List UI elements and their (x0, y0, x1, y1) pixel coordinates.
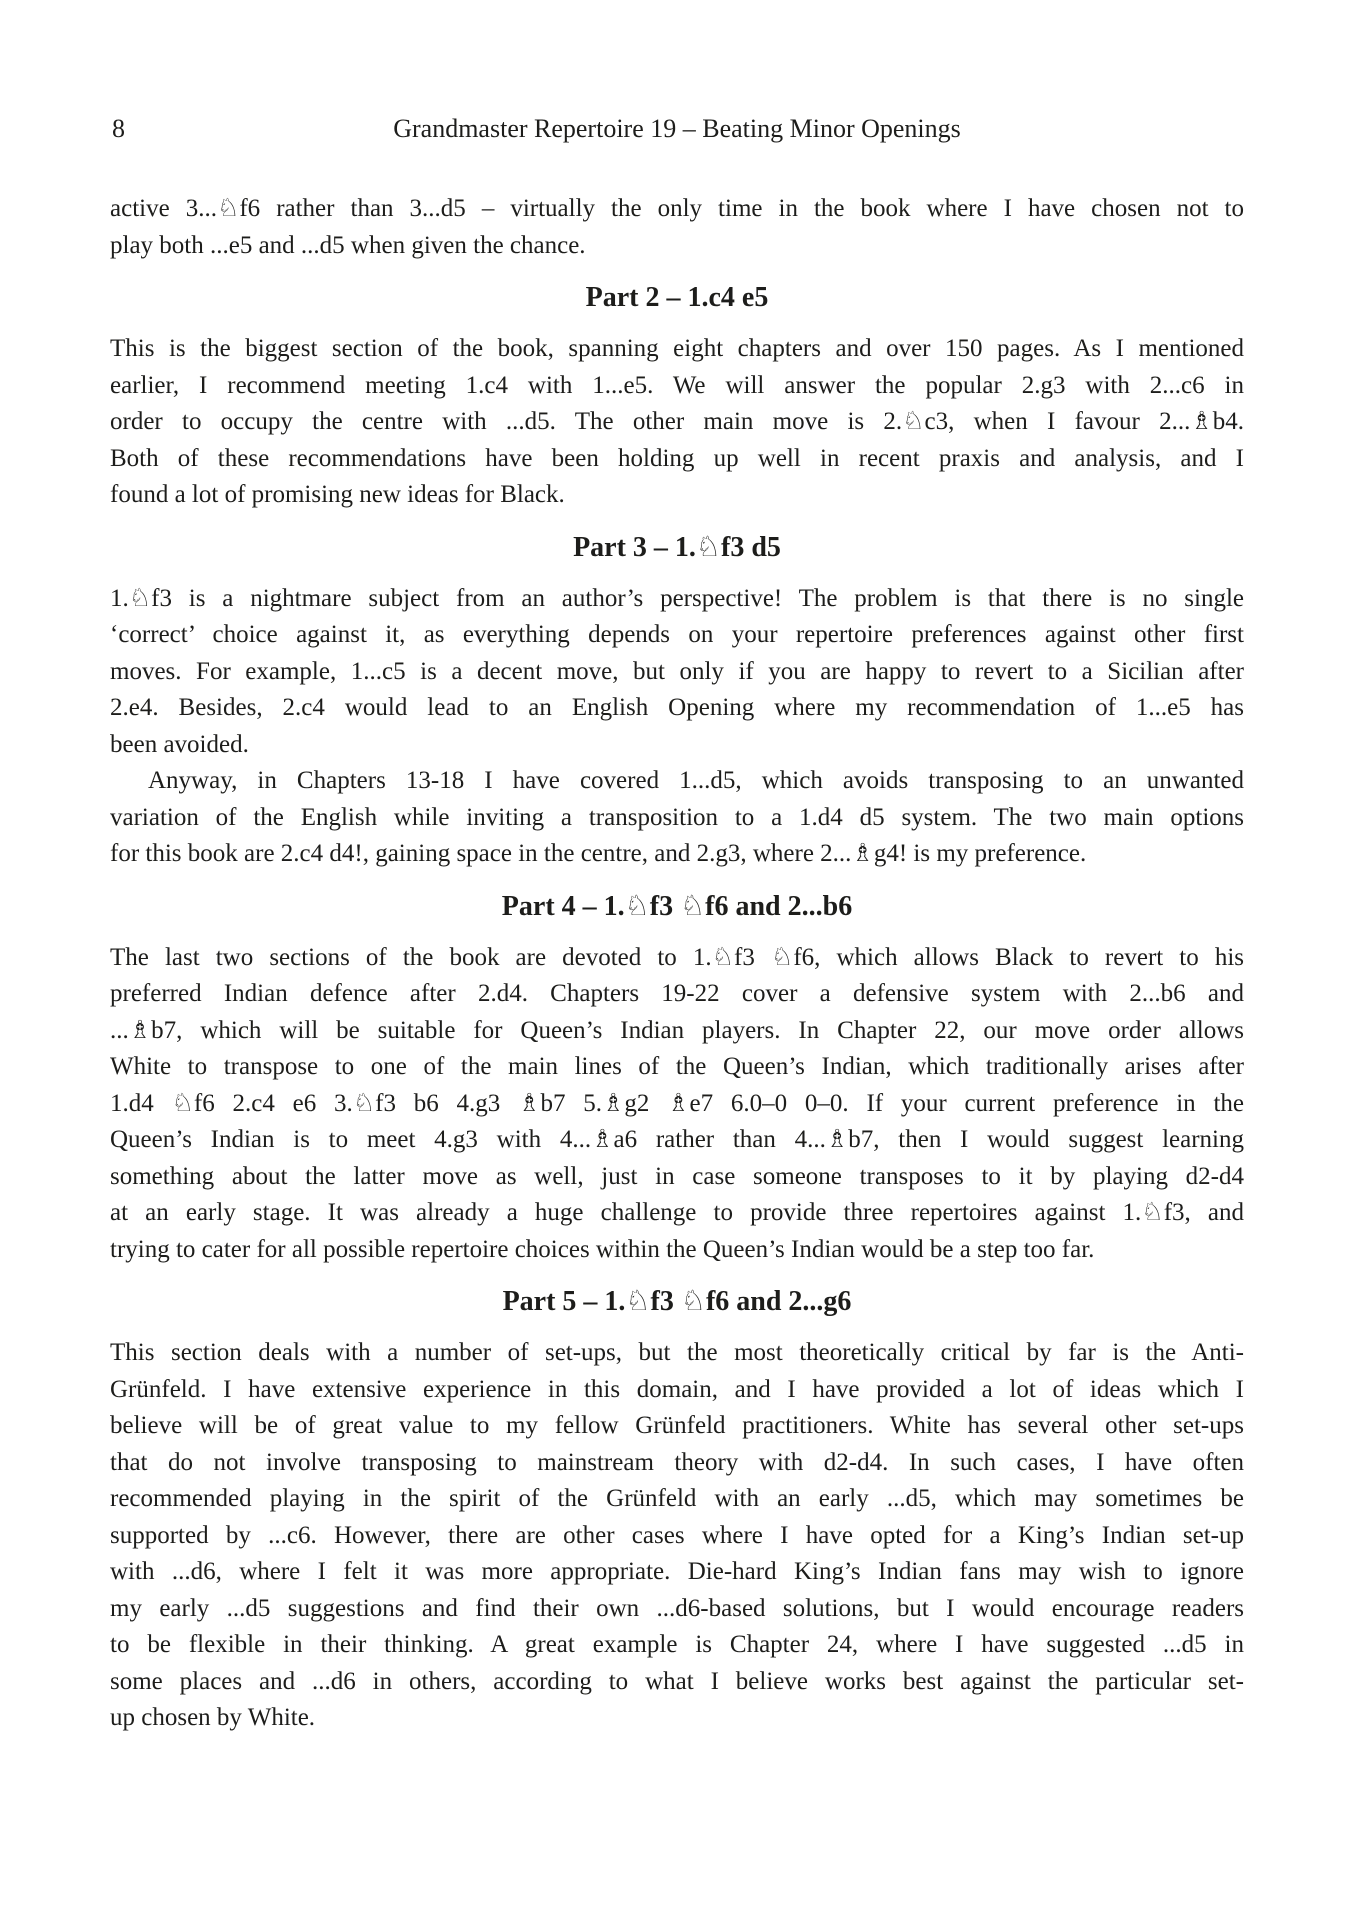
section-part-5 (110, 1283, 1244, 1737)
text-line: recommended playing in the spirit of the Grünfeld with an early ...d5, which may sometimes be (110, 1485, 1244, 1512)
text-line: at an early stage. It was already a huge challenge to provide three repertoires against 1.♘f3, and (110, 1199, 1244, 1226)
section-intro (110, 191, 1244, 264)
running-head-row (110, 114, 1244, 144)
section-part-3 (110, 529, 1244, 873)
text-line: for this book are 2.c4 d4!, gaining space in the centre, and 2.g3, where 2...♗g4! is my preference. (110, 840, 1087, 867)
paragraph (110, 331, 1244, 514)
text-line: Queen’s Indian is to meet 4.g3 with 4...♗a6 rather than 4...♗b7, then I would suggest learning (110, 1126, 1244, 1153)
text-line: some places and ...d6 in others, according to what I believe works best against the particular set- (110, 1667, 1244, 1695)
text-line: trying to cater for all possible repertoire choices within the Queen’s Indian would be a step too far. (110, 1235, 1095, 1263)
section-heading: Part 3 – 1.♘f3 d5 (573, 531, 781, 563)
text-line: This is the biggest section of the book, spanning eight chapters and over 150 pages. As I mentioned (110, 335, 1244, 362)
paragraph (110, 1335, 1244, 1737)
running-header: Grandmaster Repertoire 19 – Beating Minor Openings (393, 114, 961, 143)
text-line: ‘correct’ choice against it, as everything depends on your repertoire preferences against other first (110, 621, 1244, 648)
section-heading: Part 4 – 1.♘f3 ♘f6 and 2...b6 (501, 890, 853, 922)
paragraph (110, 940, 1244, 1269)
text-line: believe will be of great value to my fellow Grünfeld practitioners. White has several other set-ups (110, 1412, 1244, 1439)
text-line: Grünfeld. I have extensive experience in this domain, and I have provided a lot of ideas which I (110, 1375, 1244, 1403)
text-line: supported by ...c6. However, there are other cases where I have opted for a King’s Indian set-up (110, 1521, 1244, 1549)
text-line: to be flexible in their thinking. A great example is Chapter 24, where I have suggested ...d5 in (110, 1631, 1244, 1658)
text-line: something about the latter move as well, just in case someone transposes to it by playing d2-d4 (110, 1162, 1244, 1190)
section-heading: Part 5 – 1.♘f3 ♘f6 and 2...g6 (502, 1286, 852, 1317)
text-line: my early ...d5 suggestions and find their own ...d6-based solutions, but I would encourage readers (110, 1594, 1244, 1622)
text-line: order to occupy the centre with ...d5. The other main move is 2.♘c3, when I favour 2...♗b4. (110, 408, 1244, 435)
paragraph (110, 763, 1244, 873)
text-line: earlier, I recommend meeting 1.c4 with 1...e5. We will answer the popular 2.g3 with 2...c6 in (110, 371, 1244, 399)
text-line: ...♗b7, which will be suitable for Queen’s Indian players. In Chapter 22, our move order allows (110, 1016, 1244, 1044)
text-line: Both of these recommendations have been holding up well in recent praxis and analysis, and I (110, 444, 1244, 472)
text-line: active 3...♘f6 rather than 3...d5 – virtually the only time in the book where I have chosen not to (110, 195, 1244, 222)
text-line: that do not involve transposing to mainstream theory with d2-d4. In such cases, I have often (110, 1448, 1244, 1476)
text-line: 2.e4. Besides, 2.c4 would lead to an English Opening where my recommendation of 1...e5 has (110, 694, 1244, 721)
page-body (110, 191, 1244, 1737)
text-line: preferred Indian defence after 2.d4. Chapters 19-22 cover a defensive system with 2...b6 and (110, 980, 1244, 1007)
text-line: variation of the English while inviting a transposition to a 1.d4 d5 system. The two main options (110, 803, 1244, 831)
page-number: 8 (112, 114, 125, 143)
text-line: 1.♘f3 is a nightmare subject from an author’s perspective! The problem is that there is no single (110, 584, 1244, 612)
section-part-2 (110, 279, 1244, 514)
text-line: moves. For example, 1...c5 is a decent move, but only if you are happy to revert to a Sicilian after (110, 657, 1244, 685)
text-line: up chosen by White. (110, 1704, 316, 1731)
text-line: with ...d6, where I felt it was more appropriate. Die-hard King’s Indian fans may wish to ignore (110, 1558, 1244, 1585)
text-line: been avoided. (110, 730, 249, 758)
text-line: 1.d4 ♘f6 2.c4 e6 3.♘f3 b6 4.g3 ♗b7 5.♗g2 ♗e7 6.0–0 0–0. If your current preference in the (110, 1089, 1244, 1117)
text-line: The last two sections of the book are devoted to 1.♘f3 ♘f6, which allows Black to revert to his (110, 943, 1244, 971)
paragraph (110, 581, 1244, 764)
page-content (110, 0, 1244, 1737)
section-part-4 (110, 888, 1244, 1269)
section-heading: Part 2 – 1.c4 e5 (585, 282, 769, 313)
paragraph (110, 191, 1244, 264)
text-line: White to transpose to one of the main lines of the Queen’s Indian, which traditionally arises after (110, 1053, 1244, 1080)
text-line: play both ...e5 and ...d5 when given the chance. (110, 231, 586, 259)
text-line: This section deals with a number of set-ups, but the most theoretically critical by far is the Anti- (110, 1339, 1244, 1366)
text-line: Anyway, in Chapters 13-18 I have covered 1...d5, which avoids transposing to an unwanted (148, 767, 1244, 794)
text-line: found a lot of promising new ideas for Black. (110, 481, 565, 508)
